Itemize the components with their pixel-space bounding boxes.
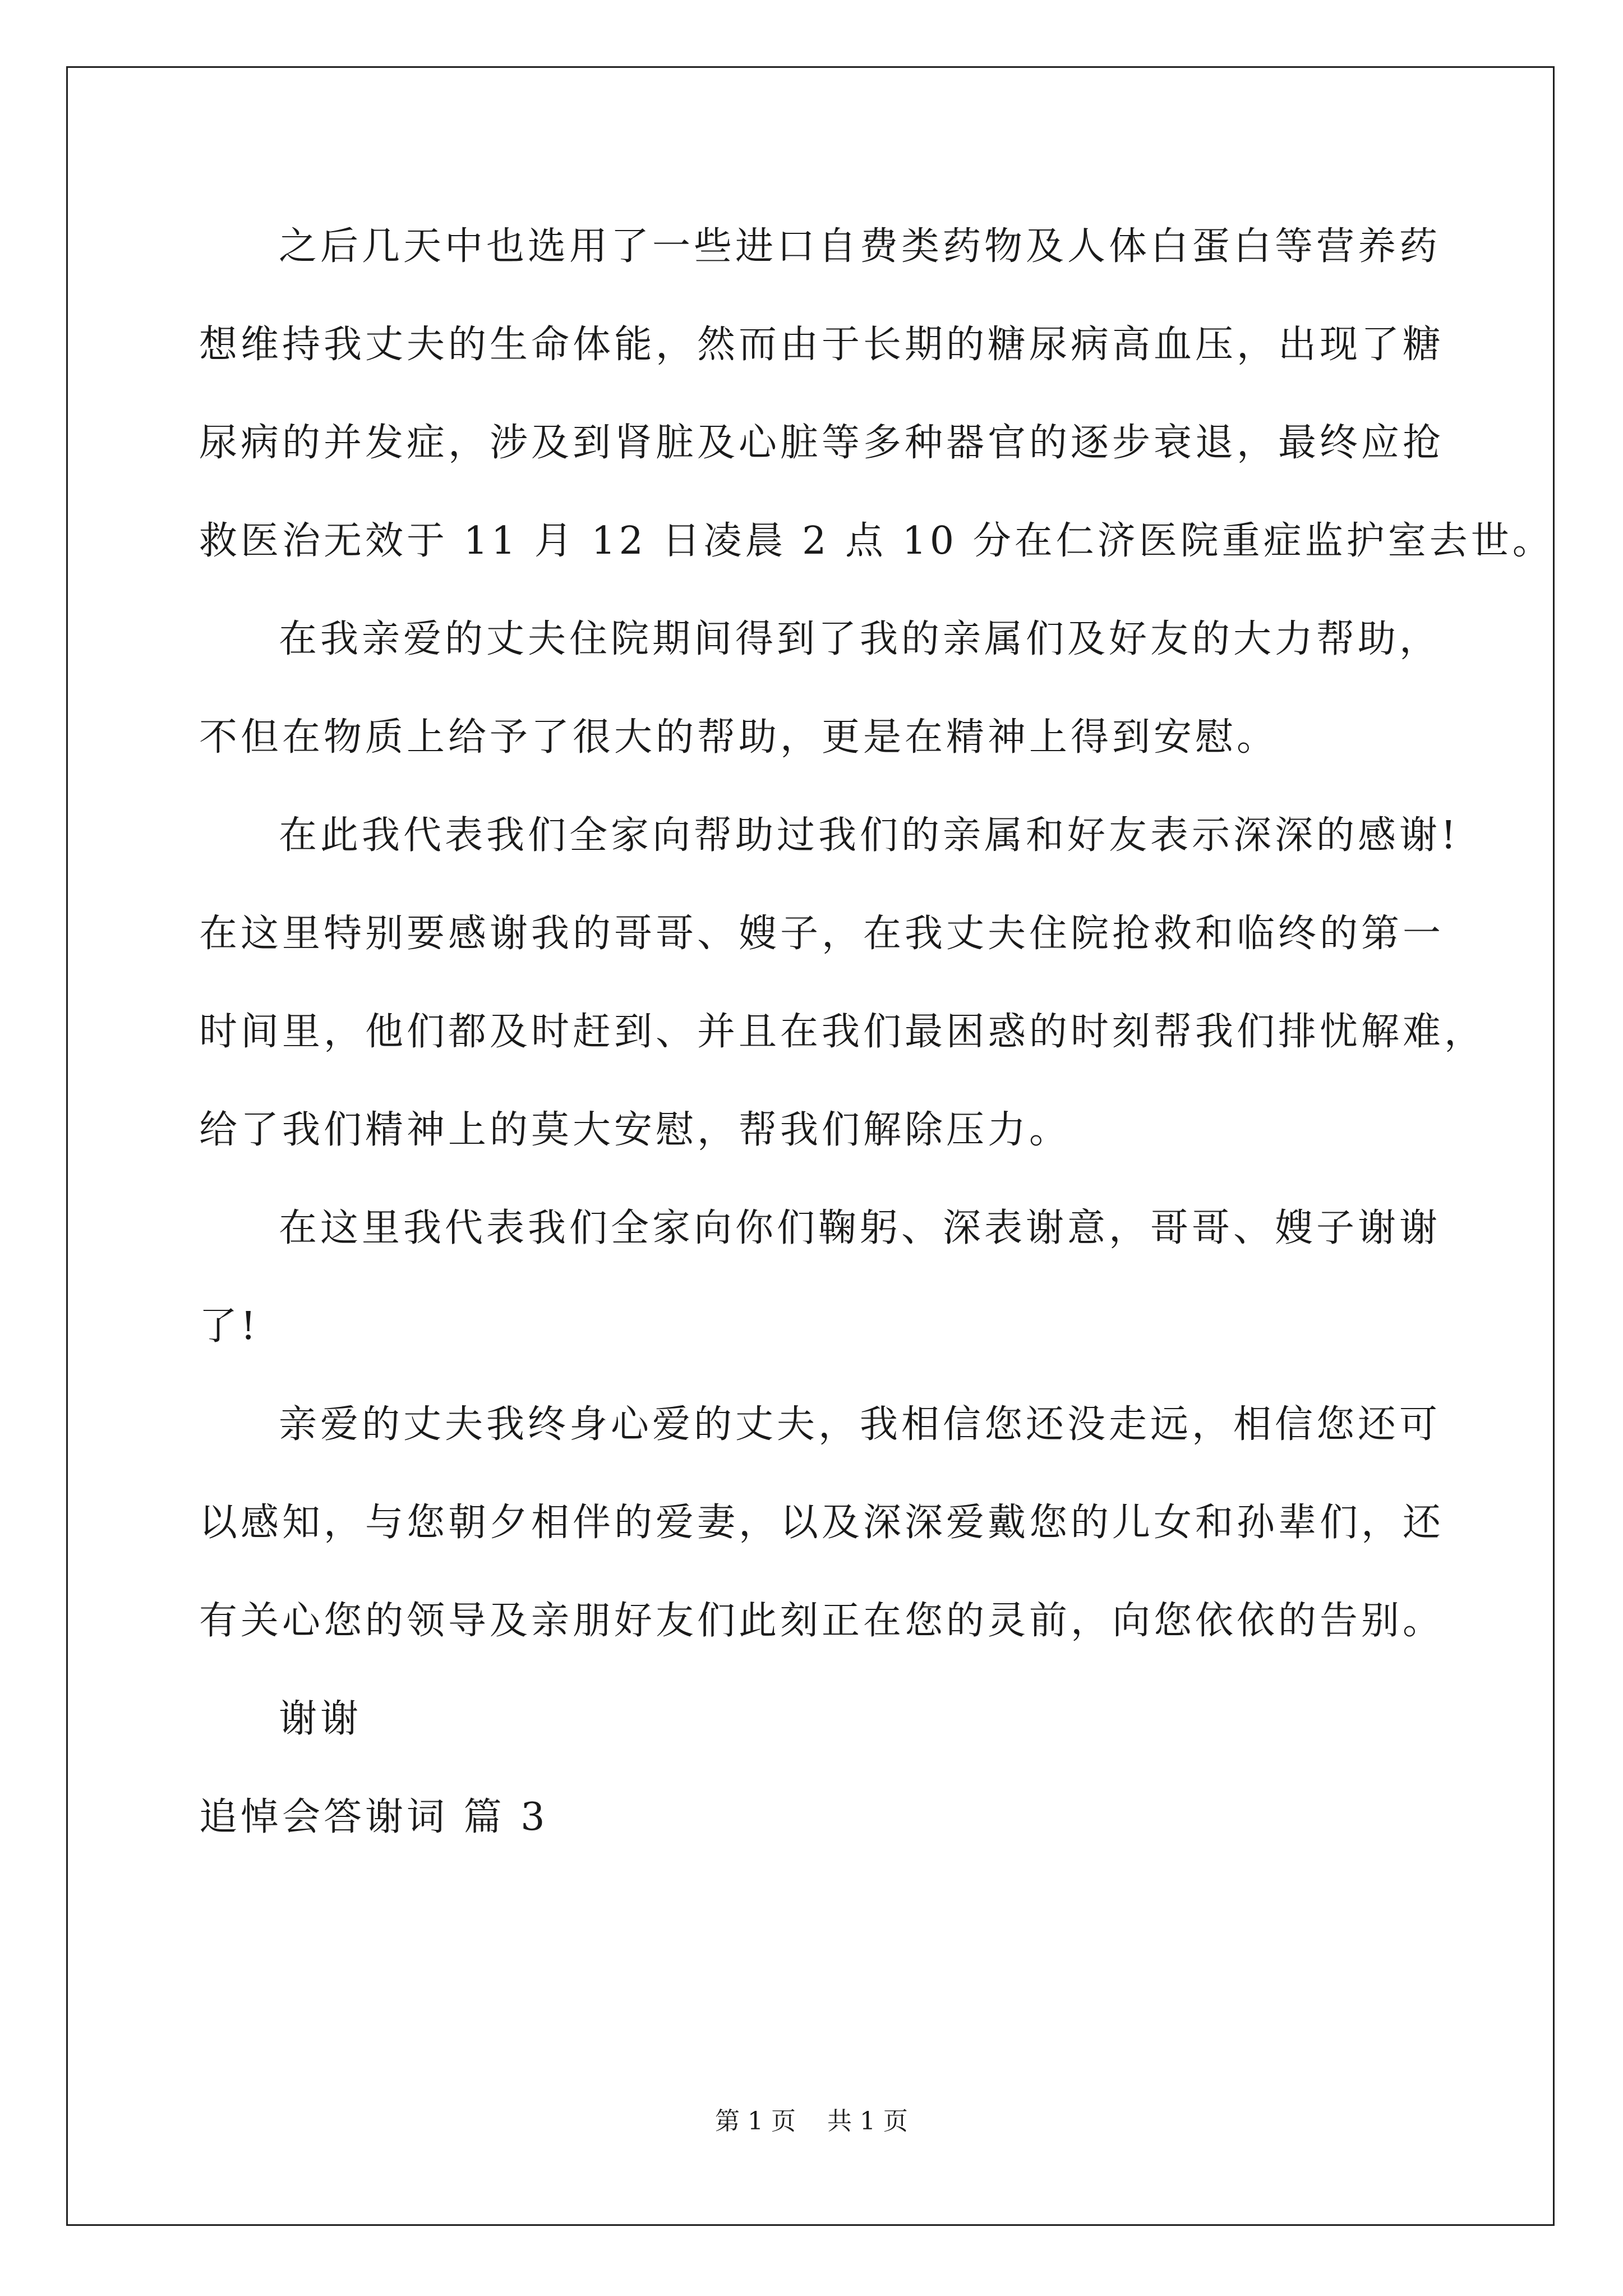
paragraph-line: 在此我代表我们全家向帮助过我们的亲属和好友表示深深的感谢! [279,813,1460,858]
paragraph-line: 在这里特别要感谢我的哥哥、嫂子，在我丈夫住院抢救和临终的第一 [199,912,1445,956]
paragraph-line: 时间里，他们都及时赶到、并且在我们最困惑的时刻帮我们排忧解难， [199,1010,1486,1054]
paragraph-line: 了! [199,1304,260,1349]
closing-line: 谢谢 [279,1697,362,1741]
paragraph-line: 之后几天中也选用了一些进口自费类药物及人体白蛋白等营养药 [279,224,1441,269]
paragraph-line: 给了我们精神上的莫大安慰，帮我们解除压力。 [199,1108,1071,1152]
paragraph-line: 亲爱的丈夫我终身心爱的丈夫，我相信您还没走远，相信您还可 [279,1402,1441,1447]
paragraph-line: 想维持我丈夫的生命体能，然而由于长期的糖尿病高血压，出现了糖 [199,323,1445,367]
section-heading: 追悼会答谢词 篇 3 [199,1795,548,1839]
paragraph-line: 在我亲爱的丈夫住院期间得到了我的亲属们及好友的大力帮助， [279,617,1441,661]
paragraph-line: 以感知，与您朝夕相伴的爱妻，以及深深爱戴您的儿女和孙辈们，还 [199,1501,1445,1545]
paragraph-line: 有关心您的领导及亲朋好友们此刻正在您的灵前，向您依依的告别。 [199,1599,1445,1643]
paragraph-line: 在这里我代表我们全家向你们鞠躬、深表谢意，哥哥、嫂子谢谢 [279,1206,1441,1250]
paragraph-line: 不但在物质上给予了很大的帮助，更是在精神上得到安慰。 [199,715,1279,760]
page-footer: 第 1 页 共 1 页 [715,2107,908,2136]
paragraph-line: 尿病的并发症，涉及到肾脏及心脏等多种器官的逐步衰退，最终应抢 [199,421,1445,465]
paragraph-line: 救医治无效于 11 月 12 日凌晨 2 点 10 分在仁济医院重症监护室去世。 [199,519,1554,563]
document-body [199,222,1554,1890]
